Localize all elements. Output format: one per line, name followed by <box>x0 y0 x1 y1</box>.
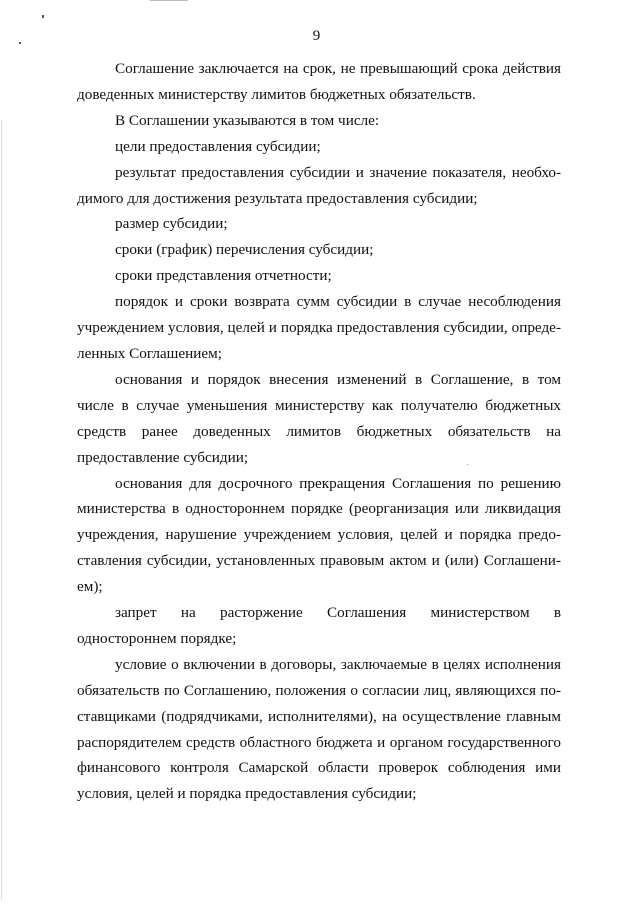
paragraph-early-termination: основания для досрочного прекращения Соглашения по решению министерства в одностороннем порядке (реорганизация или ликвидация учреждения, нарушение учреждением условия, целей и порядка предоставления субсидии, установленных правовым актом и (или) Соглашением); <box>77 474 561 596</box>
scan-artifact-top-line <box>150 0 188 1</box>
paragraph-refund-procedure: порядок и сроки возврата сумм субсидии в случае несоблюдения учреждением условия, целей и порядка предоставления субсидии, определенных Соглашением; <box>77 293 561 362</box>
scan-artifact-left-edge <box>1 120 2 900</box>
paragraph-amendments: основания и порядок внесения изменений в Соглашение, в том числе в случае уменьшения министерству как получателю бюджетных средств ранее доведенных лимитов бюджетных обязательств на предоставление субсидии; <box>77 370 561 466</box>
paragraph-term: Соглашение заключается на срок, не превышающий срока действия доведенных министерству лимитов бюджетных обязательств. <box>77 60 561 103</box>
paragraph-reporting-deadlines: сроки представления отчетности; <box>115 267 332 285</box>
paragraph-goals: цели предоставления субсидии; <box>115 137 321 155</box>
paragraph-supplier-consent: условие о включении в договоры, заключаемые в целях исполнения обязательств по Соглашению, положения о согласии лиц, являющихся поставщиками (подрядчиками, исполнителями), на осуществление главным распорядителем средств областного бюджета и органом государственного финансового контроля Самарской области проверок соблюдения ими условия, целей и порядка предоставления субсидии; <box>77 655 561 803</box>
scan-artifact-dot <box>42 15 44 18</box>
paragraph-result: результат предоставления субсидии и значение показателя, необходимого для достижения результата предоставления субсидии; <box>77 163 561 207</box>
page-number: 9 <box>312 28 321 44</box>
paragraph-termination-ban: запрет на расторжение Соглашения министерством в одностороннем порядке; <box>77 604 561 647</box>
paragraph-amount: размер субсидии; <box>115 215 228 233</box>
paragraph-contents-intro: В Соглашении указываются в том числе: <box>115 111 380 129</box>
paragraph-transfer-schedule: сроки (график) перечисления субсидии; <box>115 241 374 259</box>
body-text <box>77 56 561 807</box>
